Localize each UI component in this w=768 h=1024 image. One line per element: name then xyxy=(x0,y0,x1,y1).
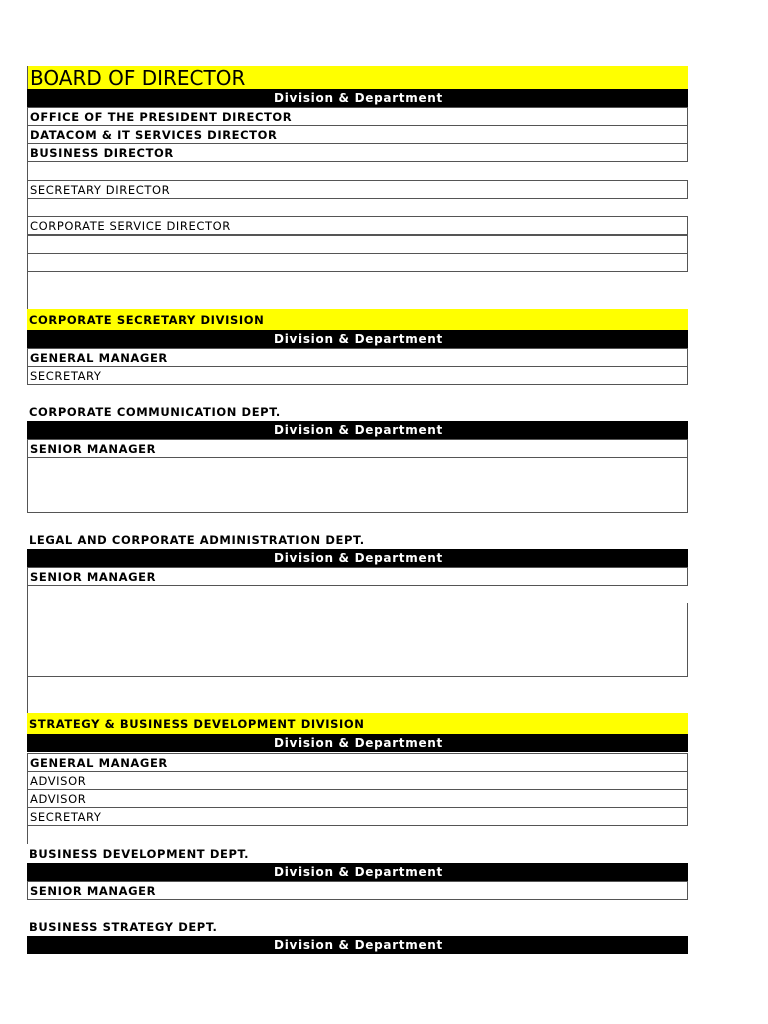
board-row-empty xyxy=(27,162,688,180)
corp-comm-title: CORPORATE COMMUNICATION DEPT. xyxy=(29,405,281,419)
board-row-empty xyxy=(27,199,688,217)
strategy-row-gm: GENERAL MANAGER xyxy=(27,753,688,772)
bizstrat-title: BUSINESS STRATEGY DEPT. xyxy=(29,920,218,934)
corp-comm-row-sm: SENIOR MANAGER xyxy=(27,439,688,458)
bizstrat-header: Division & Department xyxy=(27,936,688,954)
corp-sec-row-secretary: SECRETARY xyxy=(27,366,688,385)
divider xyxy=(687,603,688,677)
board-row-corporate-service: CORPORATE SERVICE DIRECTOR xyxy=(27,216,688,235)
spacer xyxy=(27,272,688,309)
corp-sec-title: CORPORATE SECRETARY DIVISION xyxy=(27,309,688,330)
bizdev-header: Division & Department xyxy=(27,863,688,881)
bizdev-title: BUSINESS DEVELOPMENT DEPT. xyxy=(29,847,250,861)
corp-comm-empty-area xyxy=(27,457,688,513)
legal-row-sm: SENIOR MANAGER xyxy=(27,567,688,586)
spacer xyxy=(27,677,688,713)
strategy-title: STRATEGY & BUSINESS DEVELOPMENT DIVISION xyxy=(27,713,688,734)
board-row-business: BUSINESS DIRECTOR xyxy=(27,143,688,162)
strategy-row-advisor: ADVISOR xyxy=(27,771,688,790)
corp-comm-header: Division & Department xyxy=(27,421,688,439)
legal-title: LEGAL AND CORPORATE ADMINISTRATION DEPT. xyxy=(29,533,365,547)
corp-sec-header: Division & Department xyxy=(27,330,688,348)
strategy-header: Division & Department xyxy=(27,734,688,752)
legal-header: Division & Department xyxy=(27,549,688,567)
corp-sec-row-gm: GENERAL MANAGER xyxy=(27,348,688,367)
legal-empty-area xyxy=(27,585,688,677)
board-row-president: OFFICE OF THE PRESIDENT DIRECTOR xyxy=(27,107,688,126)
board-row-empty xyxy=(27,253,688,272)
board-row-datacom: DATACOM & IT SERVICES DIRECTOR xyxy=(27,125,688,144)
board-row-empty xyxy=(27,235,688,254)
divider xyxy=(27,826,28,844)
strategy-row-advisor: ADVISOR xyxy=(27,789,688,808)
strategy-row-secretary: SECRETARY xyxy=(27,807,688,826)
board-title: BOARD OF DIRECTOR xyxy=(27,66,688,89)
board-header: Division & Department xyxy=(27,89,688,107)
board-row-secretary: SECRETARY DIRECTOR xyxy=(27,180,688,199)
bizdev-row-sm: SENIOR MANAGER xyxy=(27,881,688,900)
